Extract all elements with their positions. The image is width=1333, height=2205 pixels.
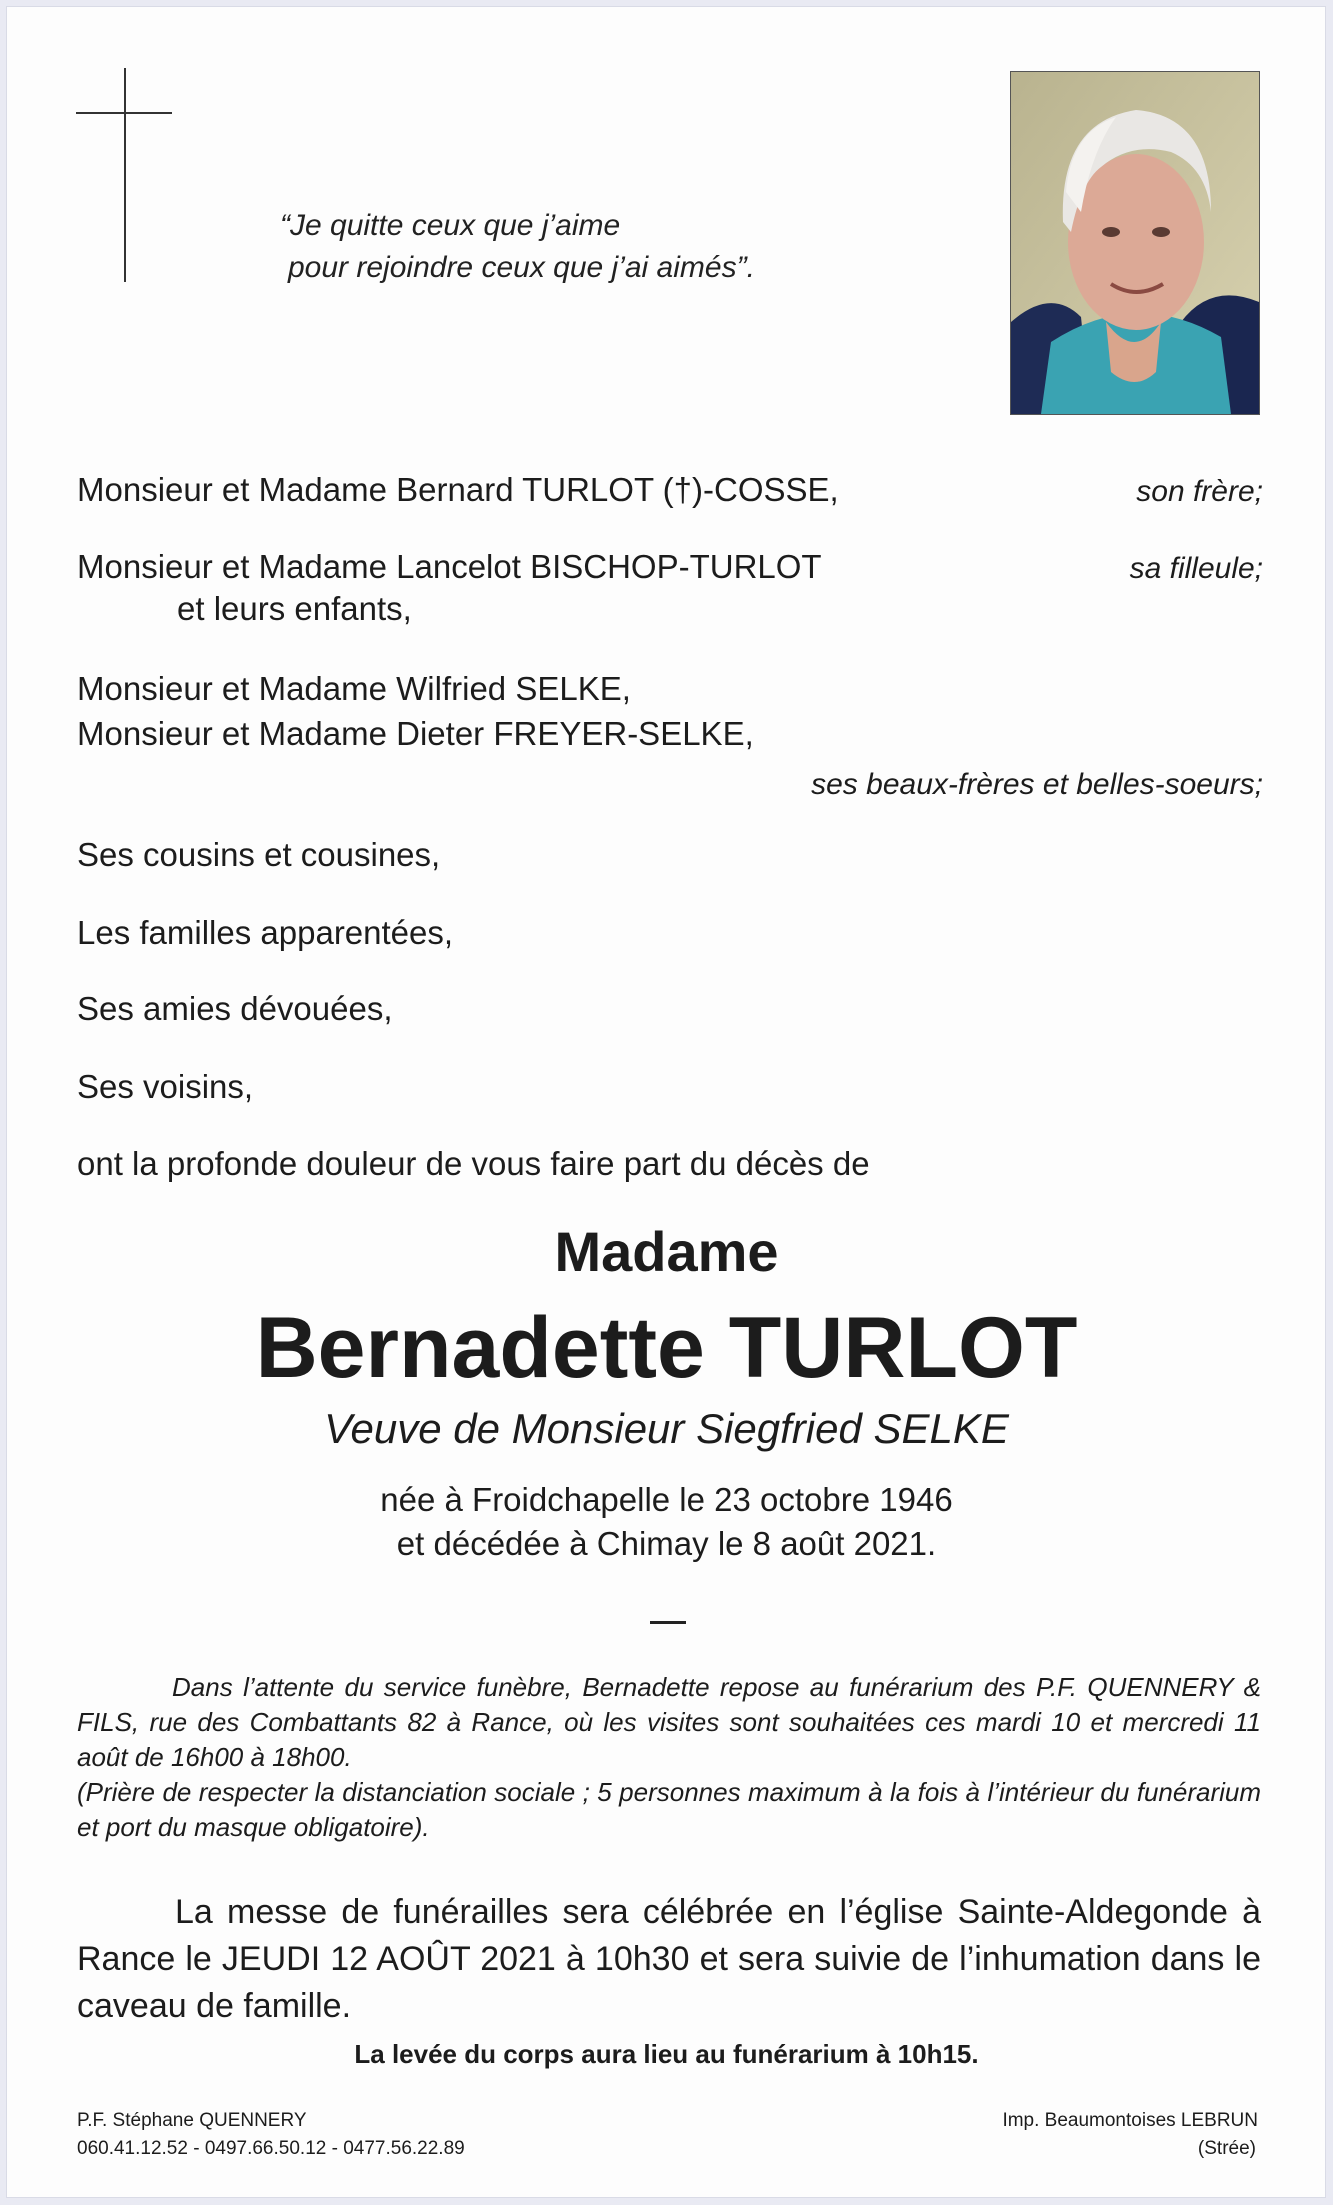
- announcement-line: ont la profonde douleur de vous faire part du décès de: [77, 1145, 870, 1182]
- printer-footer: [1002, 2107, 1258, 2163]
- quote-line-1: “Je quitte ceux que j’aime: [280, 209, 621, 242]
- cross-icon-bar: [76, 112, 172, 114]
- family-row-friends: [77, 988, 1263, 1030]
- family-row-goddaughter: [77, 546, 1263, 630]
- death-line: et décédée à Chimay le 8 août 2021.: [396, 1525, 937, 1562]
- memorial-quote: [280, 205, 920, 289]
- portrait-photo: [1010, 71, 1260, 415]
- family-sub-line: et leurs enfants,: [177, 590, 412, 627]
- family-names: Ses voisins,: [77, 1068, 254, 1105]
- visitation-text: Dans l’attente du service funèbre, Bernadette repose au funérarium des P.F. QUENNERY & FILS, rue des Combattants 82 à Rance, où les visites sont souhaitées ces mardi 10 et mercredi 11 août de 16h00 à 18h00.: [77, 1672, 1261, 1772]
- family-names: Monsieur et Madame Bernard TURLOT (†)-COSSE,: [77, 471, 839, 508]
- family-relation: sa filleule;: [1129, 552, 1263, 585]
- visitation-note: (Prière de respecter la distanciation sociale ; 5 personnes maximum à la fois à l’intérieur du funérarium et port du masque obligatoire).: [77, 1777, 1261, 1842]
- levee-line: La levée du corps aura lieu au funérarium à 10h15.: [354, 2039, 979, 2069]
- family-relation: ses beaux-frères et belles-soeurs;: [811, 768, 1263, 801]
- family-names: Les familles apparentées,: [77, 914, 454, 951]
- funeral-home-footer: [77, 2107, 465, 2163]
- printer-name: Imp. Beaumontoises LEBRUN: [1002, 2110, 1258, 2131]
- cross-icon: [124, 68, 126, 282]
- printer-place: (Strée): [1197, 2138, 1256, 2159]
- family-names: Ses amies dévouées,: [77, 990, 393, 1027]
- visitation-paragraph: [77, 1670, 1261, 1845]
- funeral-home-name: P.F. Stéphane QUENNERY: [77, 2110, 307, 2131]
- family-names: Monsieur et Madame Lancelot BISCHOP-TURLOT: [77, 548, 822, 585]
- family-row-relatives: [77, 912, 1263, 954]
- funeral-paragraph: La messe de funérailles sera célébrée en l’église Sainte-Aldegonde à Rance le JEUDI 12 AOÛT 2021 à 10h30 et sera suivie de l’inhumation dans le caveau de famille.: [77, 1893, 1261, 2025]
- quote-line-2: pour rejoindre ceux que j’ai aimés”.: [288, 251, 755, 284]
- widow-of-line: Veuve de Monsieur Siegfried SELKE: [324, 1405, 1009, 1452]
- separator-dash: [650, 1621, 686, 1624]
- birth-death-dates: [0, 1478, 1333, 1566]
- family-relation: son frère;: [1136, 475, 1263, 508]
- birth-line: née à Froidchapelle le 23 octobre 1946: [380, 1481, 953, 1518]
- family-row-freyer: [77, 713, 1263, 801]
- funeral-home-phones: 060.41.12.52 - 0497.66.50.12 - 0477.56.22.89: [77, 2138, 465, 2159]
- family-names: Monsieur et Madame Dieter FREYER-SELKE,: [77, 715, 754, 752]
- family-names: Monsieur et Madame Wilfried SELKE,: [77, 670, 631, 707]
- family-row-brother: [77, 469, 1263, 511]
- deceased-title: Madame: [554, 1220, 779, 1283]
- family-row-selke: [77, 668, 1263, 710]
- family-row-neighbours: [77, 1066, 1263, 1108]
- deceased-name: Bernadette TURLOT: [255, 1300, 1078, 1396]
- family-names: Ses cousins et cousines,: [77, 836, 441, 873]
- family-row-cousins: [77, 834, 1263, 876]
